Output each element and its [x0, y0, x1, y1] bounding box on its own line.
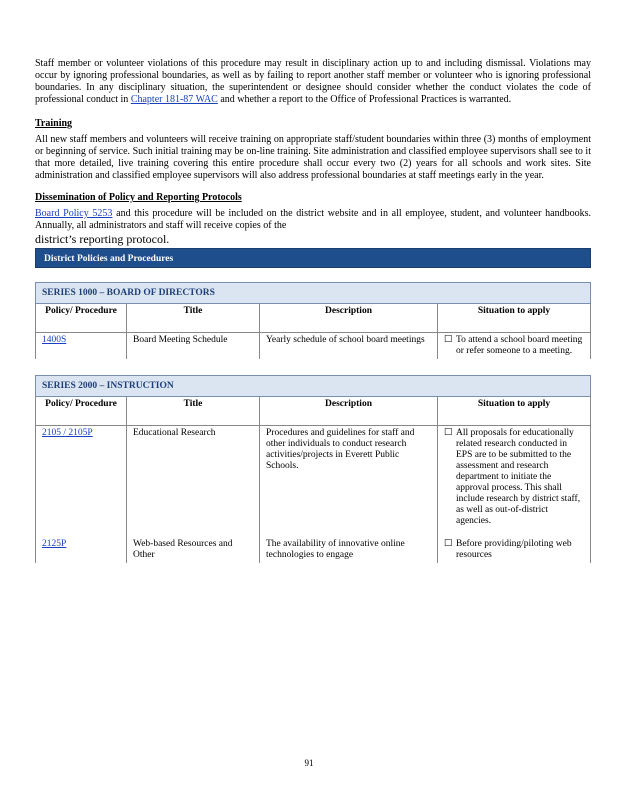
table-row — [36, 426, 591, 538]
series-title: SERIES 2000 – INSTRUCTION — [36, 376, 591, 397]
series-2000-table — [35, 375, 591, 563]
policy-description: Yearly schedule of school board meetings — [260, 333, 438, 360]
policies-bar: District Policies and Procedures — [35, 248, 591, 268]
policy-description: Procedures and guidelines for staff and other individuals to conduct research activities/projects in Everett Public Schools. — [260, 426, 438, 538]
board-policy-link[interactable]: Board Policy 5253 — [35, 208, 113, 219]
checkbox-icon: ☐ — [444, 335, 453, 345]
page-number: 91 — [304, 758, 314, 768]
policy-apply: All proposals for educationally related research conducted in EPS are to be submitted to the assessment and research department to initiate the approval process. This shall include research by district staff, as well as out-of-district agencies. — [456, 428, 581, 526]
table-row — [36, 333, 591, 360]
col-header: Policy/ Procedure — [36, 397, 127, 426]
col-header: Description — [260, 397, 438, 426]
series-title: SERIES 1000 – BOARD OF DIRECTORS — [36, 283, 591, 304]
policy-title: Educational Research — [127, 426, 260, 538]
dissemination-text: and this procedure will be included on the district website and in all employee, student, and volunteer handbooks. Annually, all administrators and staff will receive copies of the — [35, 208, 591, 231]
policy-title: Web-based Resources and Other — [127, 537, 260, 563]
violations-text-end: and whether a report to the Office of Professional Practices is warranted. — [217, 94, 512, 105]
training-heading: Training — [35, 118, 73, 129]
policy-link[interactable]: 2125P — [42, 539, 67, 549]
violations-text: Staff member or volunteer violations of this procedure may result in disciplinary action up to and including dismissal. Violations may occur by ignoring professional boundaries, as well as by failing to report another staff member or volunteer who is ignoring professional boundaries. In any disciplinary situation, the superintendent or designee should consider whether the conduct violates the code of professional conduct in — [35, 58, 591, 105]
col-header: Description — [260, 304, 438, 333]
policy-apply: To attend a school board meeting or refer someone to a meeting. — [456, 335, 583, 356]
policy-title: Board Meeting Schedule — [127, 333, 260, 360]
checkbox-icon: ☐ — [444, 428, 453, 438]
col-header: Title — [127, 397, 260, 426]
series-1000-table — [35, 282, 591, 359]
policy-link[interactable]: 2105 / 2105P — [42, 428, 93, 438]
col-header: Policy/ Procedure — [36, 304, 127, 333]
dissemination-heading: Dissemination of Policy and Reporting Protocols — [35, 192, 242, 203]
dissemination-paragraph — [35, 208, 591, 232]
policy-description: The availability of innovative online technologies to engage — [260, 537, 438, 563]
col-header: Situation to apply — [438, 304, 591, 333]
table-row — [36, 537, 591, 563]
col-header: Situation to apply — [438, 397, 591, 426]
wac-link[interactable]: Chapter 181-87 WAC — [130, 94, 218, 105]
document-page — [35, 58, 591, 563]
checkbox-icon: ☐ — [444, 539, 453, 549]
violations-paragraph — [35, 58, 591, 106]
reporting-protocol-line: district’s reporting protocol. — [35, 232, 170, 246]
col-header: Title — [127, 304, 260, 333]
training-paragraph: All new staff members and volunteers will receive training on appropriate staff/student boundaries within three (3) months of employment or beginning of service. Such initial training may be on-line training. Site administration and classified employee supervisors shall see to it that more detailed, live training covering this entire procedure shall occur every two (2) years for all schools and work sites. Site administration and classified employee supervisors will also address professional boundaries at staff meetings early in the year. — [35, 134, 591, 181]
policy-link[interactable]: 1400S — [42, 335, 67, 345]
policy-apply: Before providing/piloting web resources — [456, 539, 572, 560]
